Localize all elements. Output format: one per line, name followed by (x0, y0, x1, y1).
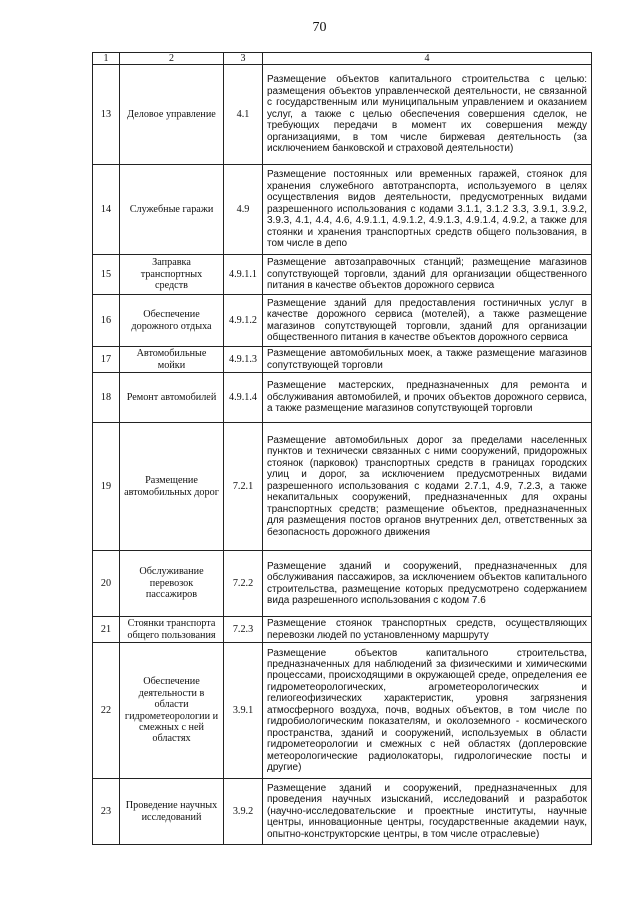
row-number: 15 (93, 255, 120, 295)
use-type-name: Обслуживание перевозок пассажиров (120, 551, 224, 617)
use-type-description: Размещение объектов капитального строительства с целью: размещения объектов управленческой деятельности, не связанной с государственным или муниципальным управлением и оказанием услуг, а также с целью обеспечения совершения сделок, не требующих передачи в момент их совершения между организациями, в том числе биржевая деятельность (за исключением банковской и страховой деятельности) (263, 65, 592, 165)
use-type-name: Ремонт автомобилей (120, 373, 224, 423)
row-number: 20 (93, 551, 120, 617)
table-row (93, 617, 592, 643)
table-row (93, 423, 592, 551)
row-number: 14 (93, 165, 120, 255)
table-row (93, 551, 592, 617)
use-type-code: 4.1 (224, 65, 263, 165)
use-type-description: Размещение объектов капитального строительства, предназначенных для наблюдений за физическими и химическими процессами, происходящими в окружающей среде, определения ее гидрометеорологических, агрометеорологических и гелиогеофизических характеристик, уровня загрязнения атмосферного воздуха, почв, водных объектов, в том числе по гидробиологическим показателям, и околоземного - космического пространства, зданий и сооружений, используемых в области гидрометеорологии и смежных с ней областях (доплеровские метеорологические радиолокаторы, гидрологические посты и другие) (263, 643, 592, 779)
header-col-3: 3 (224, 53, 263, 65)
table-row (93, 373, 592, 423)
use-type-code: 4.9 (224, 165, 263, 255)
use-type-name: Автомобильные мойки (120, 347, 224, 373)
use-type-description: Размещение автомобильных дорог за пределами населенных пунктов и технически связанных с ними сооружений, придорожных стоянок (парковок) транспортных средств в границах городских улиц и дорог, за исключением предусмотренных видами разрешенного использования с кодами 2.7.1, 4.9, 7.2.3, а также некапитальных сооружений, предназначенных для охраны транспортных средств; размещение объектов, предназначенных для размещения постов органов внутренних дел, ответственных за безопасность дорожного движения (263, 423, 592, 551)
use-type-code: 3.9.1 (224, 643, 263, 779)
table-row (93, 255, 592, 295)
use-type-code: 7.2.2 (224, 551, 263, 617)
use-type-code: 4.9.1.3 (224, 347, 263, 373)
use-type-name: Проведение научных исследований (120, 779, 224, 845)
use-type-description: Размещение зданий и сооружений, предназначенных для обслуживания пассажиров, за исключением объектов капитального строительства, размещение которых предусмотрено содержанием вида разрешенного использования с кодом 7.6 (263, 551, 592, 617)
use-type-description: Размещение автомобильных моек, а также размещение магазинов сопутствующей торговли (263, 347, 592, 373)
use-type-description: Размещение мастерских, предназначенных для ремонта и обслуживания автомобилей, и прочих объектов дорожного сервиса, а также размещение магазинов сопутствующей торговли (263, 373, 592, 423)
land-use-table (92, 52, 592, 845)
table-header-row (93, 53, 592, 65)
use-type-code: 4.9.1.4 (224, 373, 263, 423)
use-type-name: Размещение автомобильных дорог (120, 423, 224, 551)
row-number: 19 (93, 423, 120, 551)
use-type-code: 3.9.2 (224, 779, 263, 845)
page-number: 70 (312, 20, 327, 35)
use-type-name: Обеспечение дорожного отдыха (120, 295, 224, 347)
header-col-4: 4 (263, 53, 592, 65)
use-type-code: 4.9.1.2 (224, 295, 263, 347)
use-type-code: 7.2.3 (224, 617, 263, 643)
row-number: 16 (93, 295, 120, 347)
table-row (93, 347, 592, 373)
row-number: 21 (93, 617, 120, 643)
header-col-1: 1 (93, 53, 120, 65)
use-type-description: Размещение стоянок транспортных средств, осуществляющих перевозки людей по установленному маршруту (263, 617, 592, 643)
use-type-name: Стоянки транспорта общего пользования (120, 617, 224, 643)
use-type-description: Размещение автозаправочных станций; размещение магазинов сопутствующей торговли, зданий для организации общественного питания в качестве объектов дорожного сервиса (263, 255, 592, 295)
use-type-name: Обеспечение деятельности в области гидрометеорологии и смежных с ней областях (120, 643, 224, 779)
use-type-description: Размещение зданий для предоставления гостиничных услуг в качестве дорожного сервиса (мотелей), а также размещение магазинов сопутствующей торговли, зданий для организации общественного питания в качестве объектов дорожного сервиса (263, 295, 592, 347)
table-row (93, 295, 592, 347)
table-row (93, 643, 592, 779)
row-number: 18 (93, 373, 120, 423)
use-type-name: Деловое управление (120, 65, 224, 165)
table-row (93, 65, 592, 165)
table-row (93, 165, 592, 255)
use-type-code: 4.9.1.1 (224, 255, 263, 295)
use-type-name: Заправка транспортных средств (120, 255, 224, 295)
header-col-2: 2 (120, 53, 224, 65)
row-number: 17 (93, 347, 120, 373)
use-type-description: Размещение зданий и сооружений, предназначенных для проведения научных изысканий, исследований и разработок (научно-исследовательские и проектные институты, научные центры, инновационные центры, государственные академии наук, опытно-конструкторские центры, в том числе отраслевые) (263, 779, 592, 845)
use-type-code: 7.2.1 (224, 423, 263, 551)
table-row (93, 779, 592, 845)
use-type-name: Служебные гаражи (120, 165, 224, 255)
row-number: 23 (93, 779, 120, 845)
row-number: 22 (93, 643, 120, 779)
row-number: 13 (93, 65, 120, 165)
use-type-description: Размещение постоянных или временных гаражей, стоянок для хранения служебного автотранспорта, используемого в целях осуществления видов деятельности, предусмотренных видами разрешенного использования с кодами 3.1.1, 3.1.2 3.3, 3.9.1, 3.9.2, 3.9.3, 4.1, 4.4, 4.6, 4.9.1.1, 4.9.1.2, 4.9.1.3, 4.9.1.4, 4.9.2, а также для стоянки и хранения транспортных средств общего пользования, в том числе в депо (263, 165, 592, 255)
